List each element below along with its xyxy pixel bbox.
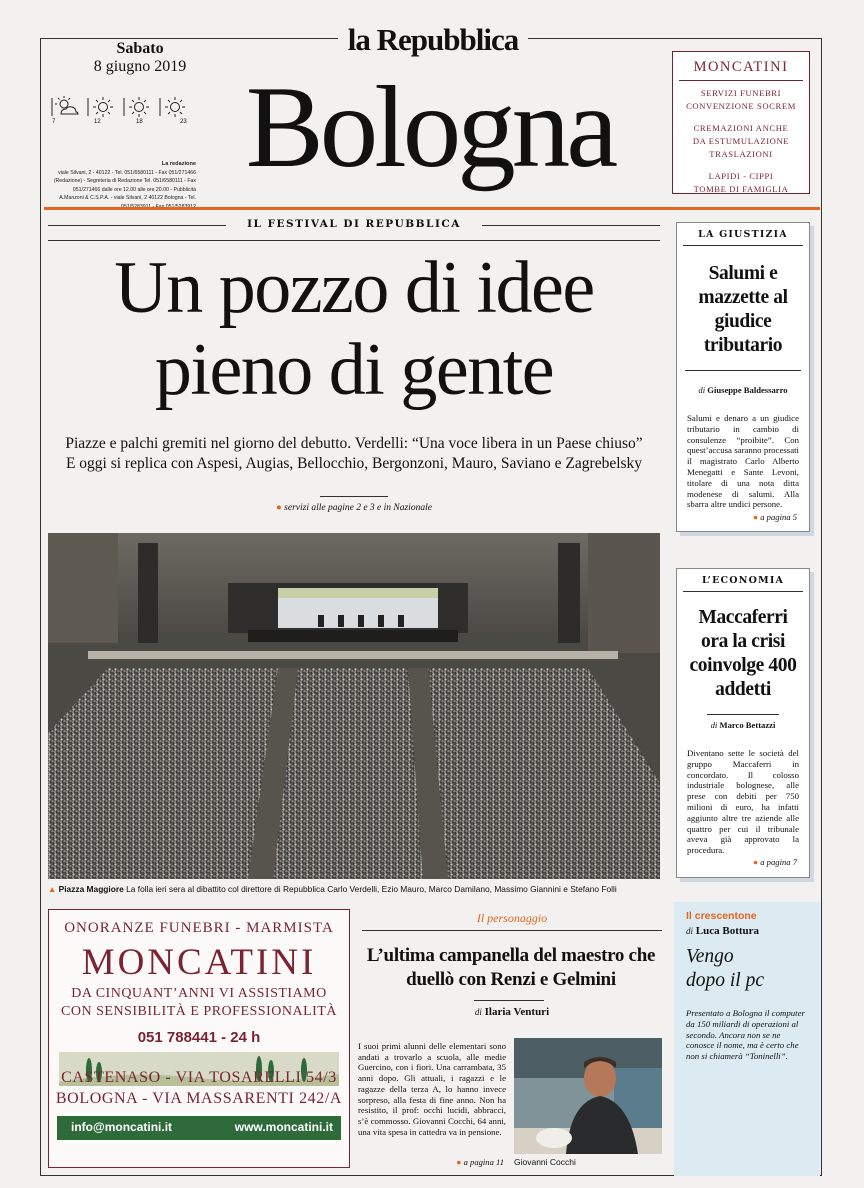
ad-line: CONVENZIONE SOCREM — [686, 101, 796, 111]
date-day: Sabato — [116, 40, 164, 57]
story-body: Diventano sette le società del gruppo Maccaferri in concordato. Il colosso industriale bolognese, alle prese con debiti per 750 milioni di euro, ha infatti aggiunto altre tre aziende alle quattro per cui il tribunale aveva già approvato la procedura. — [687, 748, 799, 856]
byline-author: Luca Bottura — [695, 925, 760, 937]
byline-prefix: di — [474, 1007, 482, 1017]
ad-line: LAPIDI - CIPPI — [708, 171, 774, 181]
kicker-underline — [48, 240, 660, 241]
caption-place: Piazza Maggiore — [58, 884, 124, 894]
edition-title[interactable]: Bologna — [245, 63, 615, 192]
weather-temp: 12 — [94, 119, 101, 125]
personaggio-body: I suoi primi alunni delle elementari sono andati a trovarlo a scuola, alle medie Guercino, con i fiori. Una carrambata, 35 anni dopo. Gli attuali, i ragazzi e le ragazze della terza A, lo hanno invece sorpreso, alla festa di fine anno. Non ha resistito, il prof: occhi lucidi, abbracci, s’è commosso. Giovanni Cocchi, 64 anni, una vita spesa in cattedra va in pensione. — [358, 1041, 506, 1137]
story-kicker: LA GIUSTIZIA — [683, 223, 803, 246]
ad-line: CON SENSIBILITÀ E PROFESSIONALITÀ — [61, 1004, 337, 1019]
lead-subhead — [48, 434, 660, 474]
story-page-ref[interactable] — [689, 512, 797, 522]
story-headline: Maccaferri ora la crisi coinvolge 400 addetti — [689, 607, 797, 700]
personaggio-page-ref[interactable] — [358, 1157, 504, 1167]
ad-line: CREMAZIONI ANCHE — [693, 123, 789, 133]
lead-kicker: IL FESTIVAL DI REPUBBLICA — [247, 218, 461, 230]
byline-prefix: di — [686, 926, 694, 936]
editorial-label: La redazione — [161, 161, 196, 167]
ad-moncatini-bottom[interactable] — [48, 909, 350, 1168]
subhead-line: E oggi si replica con Aspesi, Augias, Bellocchio, Bergonzoni, Mauro, Saviano e Zagrebelsky — [65, 455, 643, 472]
story-body: Salumi e denaro a un giudice tributario in cambio di consulenze “proibite”. Con quest’accusa saranno processati il magistrato Carlo Alberto Menegatti e Sante Levoni, titolare di una nota ditta modenese di salumi. Alla sbarra altre undici persone. — [687, 413, 799, 510]
portrait-illustration — [514, 1038, 662, 1154]
byline-author: Marco Bettazzi — [719, 720, 776, 730]
title-line: dopo il pc — [686, 970, 764, 991]
ad-website[interactable]: www.moncatini.it — [234, 1120, 333, 1134]
ad-email[interactable]: info@moncatini.it — [71, 1120, 173, 1134]
story-byline — [677, 720, 809, 730]
kicker-rule — [482, 225, 660, 226]
subhead-line: Piazze e palchi gremiti nel giorno del debutto. Verdelli: “Una voce libera in un Paese chiuso” — [65, 435, 643, 452]
ad-address: BOLOGNA - VIA MASSARENTI 242/A — [55, 1090, 343, 1107]
photo-caption — [48, 884, 662, 895]
byline-author: Giuseppe Baldessarro — [707, 385, 788, 395]
byline-prefix: di — [698, 385, 706, 395]
story-byline — [677, 385, 809, 395]
lead-refer[interactable] — [200, 503, 508, 513]
headline-line: Un pozzo di idee — [114, 247, 594, 329]
byline-rule — [474, 1000, 544, 1001]
title-line: Vengo — [686, 946, 734, 967]
ad-line: DA ESTUMULAZIONE — [692, 136, 790, 146]
date-text: 8 giugno 2019 — [93, 58, 187, 75]
kicker-rule — [48, 225, 226, 226]
crescentone-kicker: Il crescentone — [686, 910, 757, 922]
crescentone-title[interactable] — [686, 945, 812, 993]
weather-temp: 7 — [52, 119, 56, 125]
ad-line: ONORANZE FUNEBRI - MARMISTA — [64, 920, 334, 936]
personaggio-photo-caption: Giovanni Cocchi — [514, 1157, 576, 1167]
bullet-icon: ● — [752, 856, 759, 867]
ad-line: TRASLAZIONI — [709, 149, 773, 159]
editorial-address-block — [50, 160, 196, 211]
ad-phone[interactable]: 051 788441 - 24 h — [137, 1029, 261, 1046]
lead-photo[interactable] — [48, 533, 660, 879]
headline-line: pieno di gente — [154, 329, 554, 411]
date-box — [44, 40, 196, 76]
story-page-ref[interactable] — [689, 857, 797, 867]
bullet-icon: ● — [456, 1157, 462, 1167]
crescentone-byline — [686, 925, 759, 937]
weather-temp: 18 — [136, 119, 143, 125]
story-economia[interactable] — [676, 568, 810, 878]
byline-prefix: di — [710, 720, 718, 730]
page-ref-text: a pagina 5 — [760, 512, 797, 523]
masthead-divider — [44, 207, 820, 210]
personaggio-headline[interactable]: L’ultima campanella del maestro che duellò con Renzi e Gelmini — [366, 945, 656, 990]
ad-moncatini-top[interactable] — [672, 51, 810, 194]
personaggio-photo[interactable] — [514, 1038, 662, 1154]
page-ref-text: a pagina 11 — [463, 1157, 504, 1167]
kicker-rule — [362, 930, 662, 931]
ad-line: DA CINQUANT’ANNI VI ASSISTIAMO — [71, 986, 327, 1001]
weather-timeline — [50, 96, 192, 126]
editorial-address: viale Silvani, 2 - 40122 - Tel. 051/6580111 - Fax 051/271466 (Redazione) - Segreteria di Redazione Tel. 051/6580111 - Fax 051/271466 dalle ore 12.00 alle ore 20.00 - Pubblicità A.Manzoni & C.S.P.A. - viale Silvani, 2 40122 Bologna - Tel. — [53, 169, 196, 201]
lead-headline[interactable] — [48, 247, 660, 411]
caption-text: La folla ieri sera al dibattito col direttore di Repubblica Carlo Verdelli, Ezio Mauro, Marco Damilano, Massimo Giannini e Stefano Folli — [126, 884, 617, 894]
personaggio-kicker: Il personaggio — [476, 911, 548, 925]
ad-footer-bar — [57, 1116, 341, 1140]
crescentone-body: Presentato a Bologna il computer da 150 miliardi di operazioni al secondo. Ancora non se ne conosce il nome, ma è certo che non si chiamerà “Toninelli”. — [686, 1008, 805, 1062]
masthead-brand[interactable]: la Repubblica — [338, 22, 528, 58]
bullet-icon: ● — [276, 503, 282, 513]
weather-temp: 23 — [180, 119, 187, 125]
triangle-icon: ▲ — [48, 884, 57, 894]
weather-strip — [50, 96, 192, 126]
crowd-photo-illustration — [48, 533, 660, 879]
byline-author: Ilaria Venturi — [484, 1006, 550, 1018]
story-kicker: L’ECONOMIA — [683, 569, 803, 592]
ad-address: CASTENASO - VIA TOSARELLI 54/3 — [61, 1069, 337, 1086]
bullet-icon: ● — [752, 512, 759, 523]
personaggio-byline — [362, 1006, 662, 1018]
refer-text: servizi alle pagine 2 e 3 e in Nazionale — [284, 503, 432, 513]
ad-line: SERVIZI FUNEBRI — [700, 88, 782, 98]
subhead-rule — [320, 496, 388, 497]
story-giustizia[interactable] — [676, 222, 810, 532]
ad-brand: MONCATINI — [81, 942, 317, 983]
story-headline: Salumi e mazzette al giudice tributario — [698, 263, 788, 356]
page-ref-text: a pagina 7 — [760, 856, 797, 867]
ad-line: TOMBE DI FAMIGLIA — [693, 184, 789, 194]
ad-brand: MONCATINI — [679, 58, 803, 81]
